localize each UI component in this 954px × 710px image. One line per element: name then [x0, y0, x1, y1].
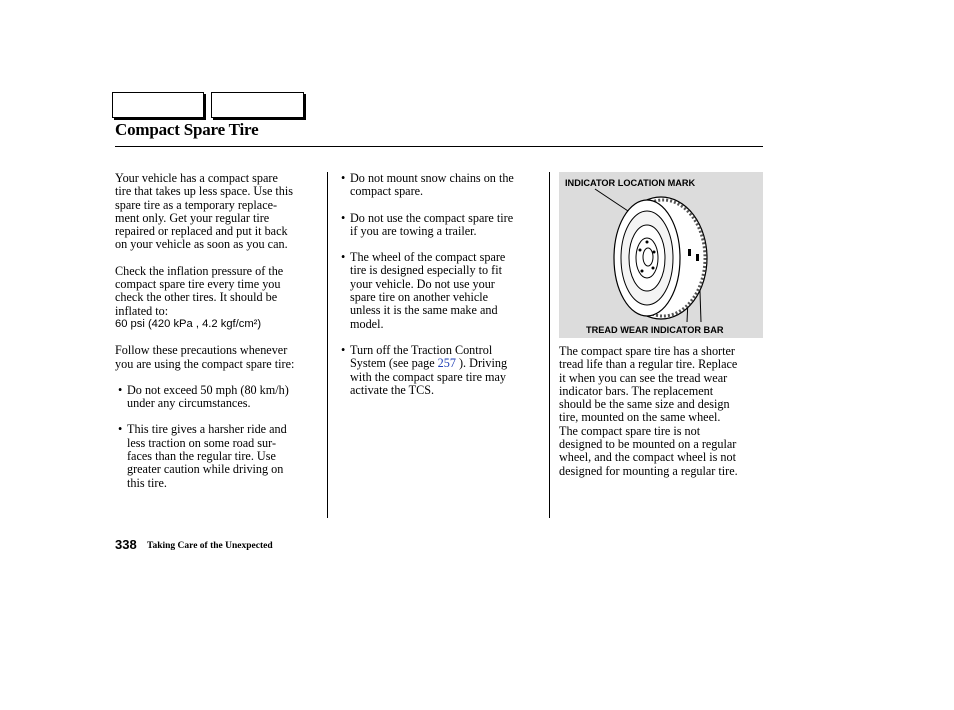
text-line: tire is designed especially to fit	[350, 263, 502, 278]
bullet-item	[338, 212, 543, 239]
spare-tire-illustration	[559, 172, 763, 338]
page-257-link[interactable]: 257	[437, 356, 456, 371]
text-line: under any circumstances.	[127, 396, 251, 411]
text-line: Follow these precautions whenever	[115, 343, 288, 358]
bullet-icon: •	[341, 342, 346, 357]
text-line: indicator bars. The replacement	[559, 383, 714, 398]
text-fragment: ). Driving	[455, 356, 508, 371]
text-line	[350, 357, 543, 370]
text-line: tread life than a regular tire. Replace	[559, 357, 738, 372]
text-line: inflated to:	[115, 303, 169, 318]
tread-life-paragraph	[559, 345, 764, 478]
indicator-location-mark-label: INDICATOR LOCATION MARK	[565, 178, 696, 188]
text-line: activate the TCS.	[350, 382, 435, 397]
tread-wear-indicator-bar-label: TREAD WEAR INDICATOR BAR	[586, 325, 724, 335]
column-1	[115, 172, 320, 490]
text-line: The compact spare tire is not	[559, 423, 701, 438]
text-line: unless it is the same make and	[350, 303, 498, 318]
inflation-paragraph	[115, 265, 320, 331]
precautions-paragraph	[115, 344, 320, 371]
column-3	[559, 345, 764, 478]
bullet-icon: •	[341, 171, 346, 185]
text-line: if you are towing a trailer.	[350, 223, 477, 238]
text-line: model.	[350, 316, 384, 331]
bullet-item	[115, 384, 320, 411]
text-line: Do not exceed 50 mph (80 km/h)	[127, 382, 289, 397]
text-line: designed to be mounted on a regular	[559, 437, 737, 452]
text-line: it when you can see the tread wear	[559, 370, 728, 385]
bullet-icon: •	[341, 250, 346, 265]
page-title: Compact Spare Tire	[115, 120, 259, 139]
column-2	[338, 172, 543, 397]
text-line: designed for mounting a regular tire.	[559, 463, 738, 478]
text-line: greater caution while driving on	[127, 462, 284, 477]
text-line: compact spare tire every time you	[115, 277, 281, 292]
text-line: The compact spare tire has a shorter	[559, 344, 735, 358]
text-line: The wheel of the compact spare	[350, 250, 506, 265]
tire-icon	[559, 172, 763, 338]
text-fragment: System (see page	[350, 356, 438, 371]
inflation-pressure-value: 60 psi (420 kPa , 4.2 kgf/cm²)	[115, 317, 262, 330]
bullet-icon: •	[118, 382, 123, 397]
text-line: with the compact spare tire may	[350, 369, 507, 384]
text-line: tire, mounted on the same wheel.	[559, 410, 721, 425]
text-line: on your vehicle as soon as you can.	[115, 237, 288, 252]
text-line: repaired or replaced and put it back	[115, 224, 288, 239]
page-number: 338	[115, 537, 137, 552]
column-divider	[327, 172, 328, 518]
bullet-item	[115, 423, 320, 489]
title-rule	[115, 146, 763, 147]
text-line: faces than the regular tire. Use	[127, 449, 276, 464]
text-line: This tire gives a harsher ride and	[127, 422, 287, 437]
text-line: should be the same size and design	[559, 397, 730, 412]
text-line: check the other tires. It should be	[115, 290, 278, 305]
text-line: Do not mount snow chains on the	[350, 171, 514, 185]
text-line: your vehicle. Do not use your	[350, 276, 495, 291]
text-line: you are using the compact spare tire:	[115, 356, 295, 371]
bullet-icon: •	[341, 210, 346, 225]
bullet-item	[338, 344, 543, 397]
intro-paragraph	[115, 172, 320, 252]
bullet-item	[338, 172, 543, 199]
text-line: spare tire as a temporary replace-	[115, 197, 278, 212]
text-line: ment only. Get your regular tire	[115, 210, 270, 225]
column-divider	[549, 172, 550, 518]
text-line: less traction on some road sur-	[127, 435, 277, 450]
text-line: tire that takes up less space. Use this	[115, 184, 294, 199]
bullet-icon: •	[118, 422, 123, 437]
text-line: Check the inflation pressure of the	[115, 263, 284, 278]
section-name: Taking Care of the Unexpected	[147, 541, 273, 551]
bullet-item	[338, 251, 543, 331]
nav-tab-main-menu[interactable]	[112, 92, 204, 118]
text-line: Do not use the compact spare tire	[350, 210, 514, 225]
text-line: Turn off the Traction Control	[350, 342, 493, 357]
text-line: wheel, and the compact wheel is not	[559, 450, 736, 465]
text-line: Your vehicle has a compact spare	[115, 171, 278, 185]
text-line: this tire.	[127, 475, 167, 490]
nav-tab-index[interactable]	[211, 92, 304, 118]
text-line: compact spare.	[350, 184, 424, 199]
text-line: spare tire on another vehicle	[350, 290, 489, 305]
